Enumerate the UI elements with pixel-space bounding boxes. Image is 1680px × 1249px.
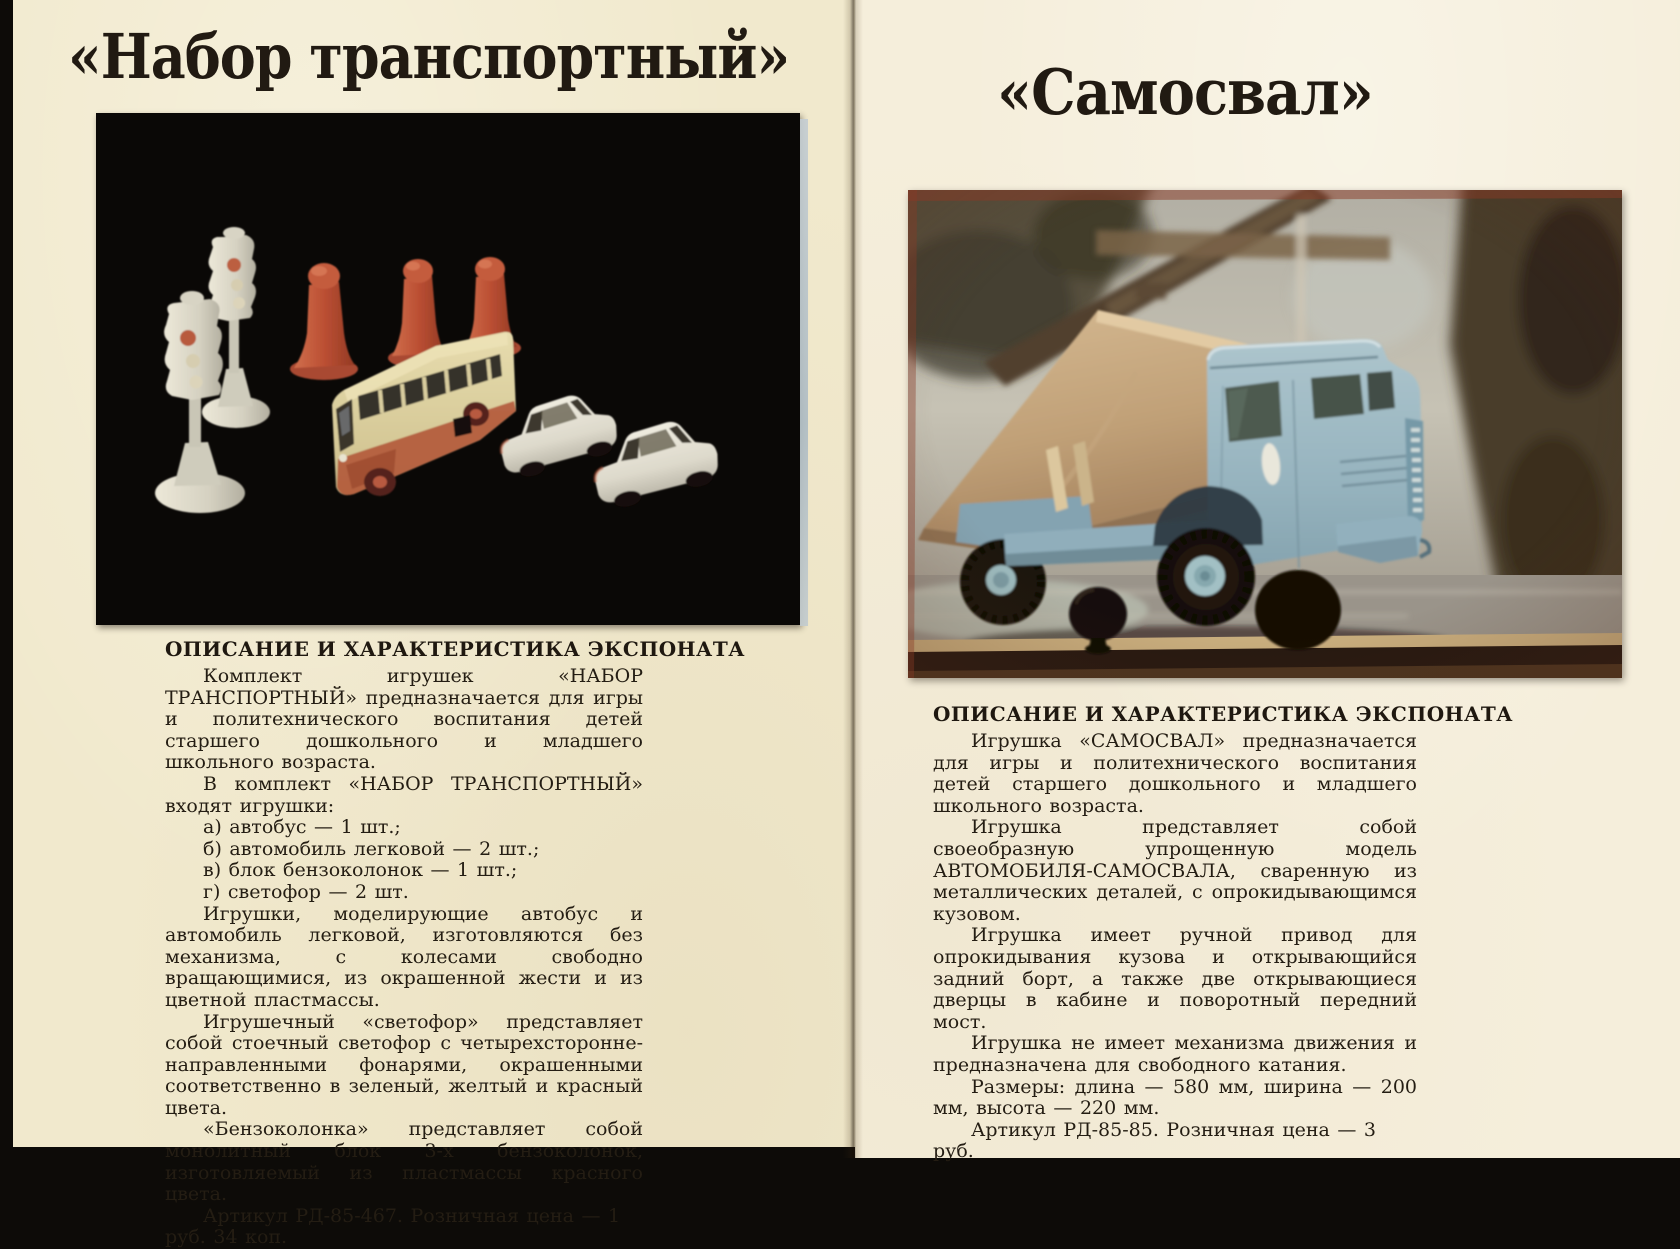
paragraph: Комплект игрушек «НАБОР ТРАНСПОРТНЫЙ» предназначается для игры и политехнического воспитания детей старшего дошкольного и младшего школьного возраста. bbox=[165, 665, 643, 774]
paragraph: Игрушка представляет собой своеобразную упрощенную модель АВТОМОБИЛЯ-САМОСВАЛА, сваренную из металлических деталей, с опрокидывающимся кузовом. bbox=[933, 816, 1417, 925]
left-page-title: «Набор транспортный» bbox=[68, 19, 790, 93]
article-price-line: Артикул РД-85-85. Розничная цена — 3 руб. bbox=[933, 1118, 1377, 1163]
paragraph: В комплект «НАБОР ТРАНСПОРТНЫЙ» входят игрушки: bbox=[165, 772, 643, 817]
left-page bbox=[13, 0, 855, 1249]
paragraph: Игрушка «САМОСВАЛ» предназначается для игры и политехнического воспитания детей старшего дошкольного и младшего школьного возраста. bbox=[933, 730, 1417, 817]
list-item: г) светофор — 2 шт. bbox=[203, 880, 409, 903]
list-item: в) блок бензоколонок — 1 шт.; bbox=[203, 859, 518, 882]
list-item: а) автобус — 1 шт.; bbox=[203, 816, 401, 839]
paragraph: Игрушечный «светофор» представляет собой стоечный светофор с четырехсторонне-направленными фонарями, окрашенными соответственно в зеленый, желтый и красный цвета. bbox=[165, 1010, 643, 1119]
paragraph: «Бензоколонка» представляет собой монолитный блок 3-х бензоколонок, изготовляемый из пластмассы красного цвета. bbox=[165, 1118, 643, 1206]
dump-truck-illustration bbox=[908, 190, 1622, 678]
left-section-heading: ОПИСАНИЕ И ХАРАКТЕРИСТИКА ЭКСПОНАТА bbox=[165, 637, 745, 661]
paragraph: Игрушки, моделирующие автобус и автомобиль легковой, изготовляются без механизма, с колесами свободно вращающимися, из окрашенной жести и из цветной пластмассы. bbox=[165, 902, 643, 1011]
list-item: б) автомобиль легковой — 2 шт.; bbox=[203, 837, 540, 860]
right-page bbox=[855, 0, 1680, 1163]
paragraph: Размеры: длина — 580 мм, ширина — 200 мм, высота — 220 мм. bbox=[933, 1075, 1417, 1120]
right-section-heading: ОПИСАНИЕ И ХАРАКТЕРИСТИКА ЭКСПОНАТА bbox=[933, 702, 1513, 726]
article-price-line: Артикул РД-85-467. Розничная цена — 1 руб. 34 коп. bbox=[165, 1204, 621, 1249]
paragraph: Игрушка имеет ручной привод для опрокидывания кузова и открывающийся задний борт, а также две открывающиеся дверцы в кабине и поворотный передний мост. bbox=[933, 924, 1417, 1033]
left-description bbox=[165, 637, 745, 1249]
dump-truck-photo bbox=[908, 190, 1622, 678]
transport-set-illustration bbox=[96, 113, 800, 625]
transport-set-photo bbox=[96, 113, 800, 625]
right-page-title: «Самосвал» bbox=[997, 55, 1373, 130]
paragraph: Игрушка не имеет механизма движения и предназначена для свободного катания. bbox=[933, 1032, 1417, 1076]
right-description bbox=[933, 702, 1513, 1163]
